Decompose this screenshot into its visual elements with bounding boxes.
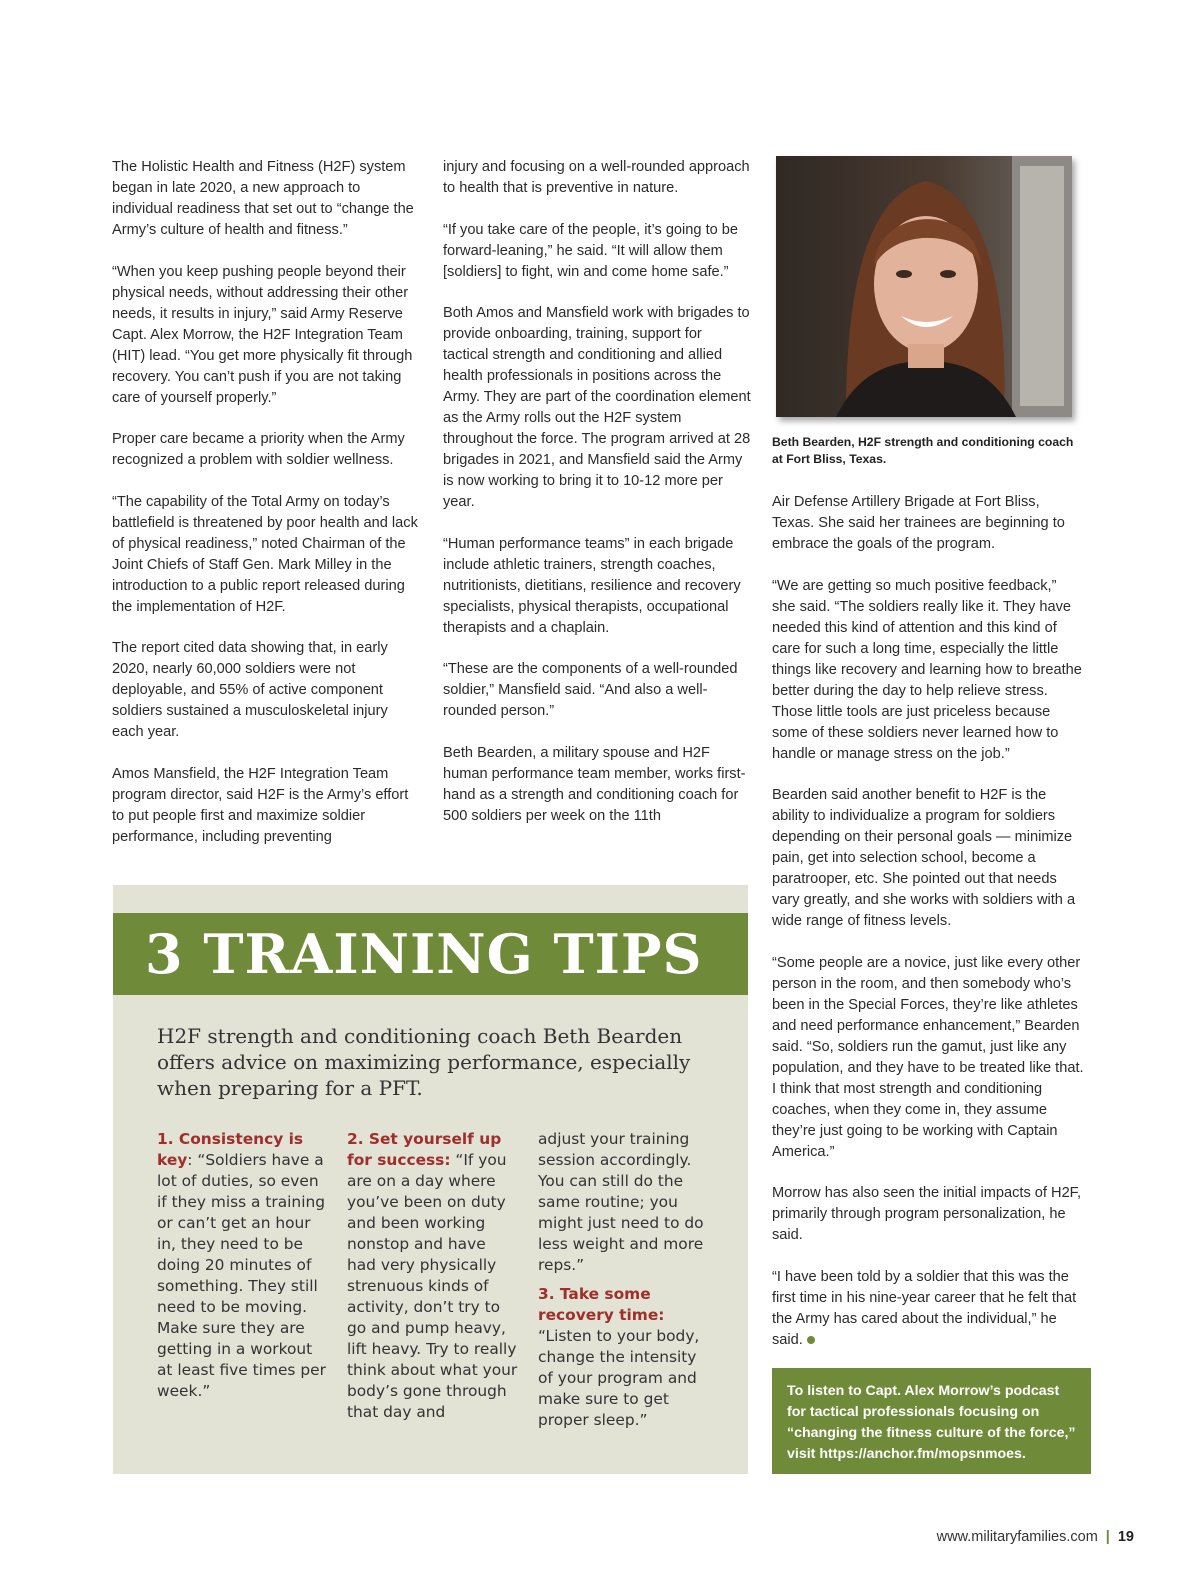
tip-3-body: “Listen to your body, change the intensity of your program and make sure to get proper sleep.” [538,1327,700,1429]
paragraph: Amos Mansfield, the H2F Integration Team program director, said H2F is the Army’s effort to put people first and maximize soldier performance, including preventing [112,765,409,845]
tip-2-heading: 2. Set yourself up for success: [347,1130,502,1169]
page-footer [937,1529,1134,1545]
paragraph: “If you take care of the people, it’s going to be forward-leaning,” he said. “It will allow them [soldiers] to fight, win and come home safe.” [443,221,739,280]
tip-1-heading: 1. Consistency is key [157,1130,304,1169]
paragraph: injury and focusing on a well-rounded approach to health that is preventive in nature. [443,159,750,196]
footer-separator: | [1105,1529,1110,1545]
photo-caption: Beth Bearden, H2F strength and conditioning coach at Fort Bliss, Texas. [772,435,1074,466]
tip-column-2 [347,1129,519,1431]
training-tips-box [113,885,748,1474]
paragraph: “The capability of the Total Army on today’s battlefield is threatened by poor health and lack of physical readiness,” noted Chairman of the Joint Chiefs of Staff Gen. Mark Milley in the introduction to a public report released during the implementation of H2F. [112,493,418,615]
tip-2-continued: adjust your training session accordingly. You can still do the same routine; you might just need to do less weight and more reps.” [538,1130,704,1274]
paragraph: “Some people are a novice, just like every other person in the room, and then somebody who’s been in the Special Forces, they’re like athletes and need performance enhancement,” Bearden said. “So, soldiers run the gamut, just like any population, and they have to be treated like that. I think that most strength and conditioning coaches, when they come in, they assume they’re just going to be working with Captain America.” [772,954,1084,1160]
paragraph: Proper care became a priority when the Army recognized a problem with soldier wellness. [112,431,405,468]
tip-2-body: “If you are on a day where you’ve been on duty and been working nonstop and have had very physically strenuous kinds of activity, don’t try to go and pump heavy, lift heavy. Try to really think about what your body’s gone through that day and [347,1151,518,1421]
paragraph: Morrow has also seen the initial impacts of H2F, primarily through program personalization, he said. [772,1185,1082,1243]
final-text: “I have been told by a soldier that this was the first time in his nine-year career that he felt that the Army has cared about the individual,” he said. [772,1268,1077,1348]
paragraph: Bearden said another benefit to H2F is the ability to individualize a program for soldiers depending on their personal goals — minimize pain, get into selection school, become a paratrooper, etc. She pointed out that needs vary greatly, and she works with soldiers with a wide range of fitness levels. [772,787,1076,929]
page-number: 19 [1117,1529,1134,1545]
paragraph: “When you keep pushing people beyond their physical needs, without addressing their other needs, it results in injury,” said Army Reserve Capt. Alex Morrow, the H2F Integration Team (HIT) lead. “You get more physically fit through recovery. You can’t push if you are not taking care of yourself properly.” [112,263,413,406]
end-mark-icon [807,1336,815,1344]
paragraph: Air Defense Artillery Brigade at Fort Bliss, Texas. She said her trainees are beginning to embrace the goals of the program. [772,494,1065,552]
paragraph: “Human performance teams” in each brigade include athletic trainers, strength coaches, nutritionists, dietitians, resilience and recovery specialists, physical therapists, occupational therapists and a chaplain. [443,535,741,636]
tip-3-heading: 3. Take some recovery time: [538,1285,665,1324]
tip-2 [347,1129,519,1423]
footer-url[interactable]: www.militaryfamilies.com [936,1529,1098,1545]
tip-column-3 [538,1129,710,1439]
tip-1 [157,1129,329,1402]
tips-intro: H2F strength and conditioning coach Beth Bearden offers advice on maximizing performance, especially when preparing for a PFT. [157,1024,691,1100]
portrait-image [776,156,1072,417]
paragraph: Beth Bearden, a military spouse and H2F human performance team member, works first-hand as a strength and conditioning coach for 500 soldiers per week on the 11th [443,744,746,824]
tip-3 [538,1284,710,1431]
paragraph-final [772,1267,1084,1351]
tip-1-body: : “Soldiers have a lot of duties, so even if they miss a training or can’t get an hour in, they need to be doing 20 minutes of something. They still need to be moving. Make sure they are getting in a workout at least five times per week.” [157,1151,326,1400]
tips-title: 3 TRAINING TIPS [145,922,703,986]
paragraph: The report cited data showing that, in early 2020, nearly 60,000 soldiers were not deployable, and 55% of active component soldiers sustained a musculoskeletal injury each year. [112,640,388,740]
article-column-1 [112,157,420,868]
tip-column-1 [157,1129,329,1410]
podcast-text: To listen to Capt. Alex Morrow’s podcast for tactical professionals focusing on “changing the fitness culture of the force,” visit https://anchor.fm/mopsnmoes. [787,1383,1076,1462]
paragraph: “These are the components of a well-rounded soldier,” Mansfield said. “And also a well-rounded person.” [443,661,738,719]
podcast-callout [772,1368,1091,1474]
article-column-2 [443,157,751,847]
tips-title-band [113,913,748,995]
paragraph: “We are getting so much positive feedback,” she said. “The soldiers really like it. They have needed this kind of attention and this kind of care for such a long time, especially the little things like recovery and learning how to breathe better during the day to help relieve stress. Those little tools are just priceless because some of these soldiers never learned how to handle or manage stress on the job.” [772,577,1082,762]
paragraph: Both Amos and Mansfield work with brigades to provide onboarding, training, support for tactical strength and conditioning and allied health professionals in positions across the Army. They are part of the coordination element as the Army rolls out the H2F system throughout the force. The program arrived at 28 brigades in 2021, and Mansfield said the Army is now working to bring it to 10-12 more per year. [443,305,751,510]
paragraph: The Holistic Health and Fitness (H2F) system began in late 2020, a new approach to individual readiness that set out to “change the Army’s culture of health and fitness.” [112,159,414,238]
portrait-photo [776,156,1072,417]
article-column-3 [772,492,1084,1371]
